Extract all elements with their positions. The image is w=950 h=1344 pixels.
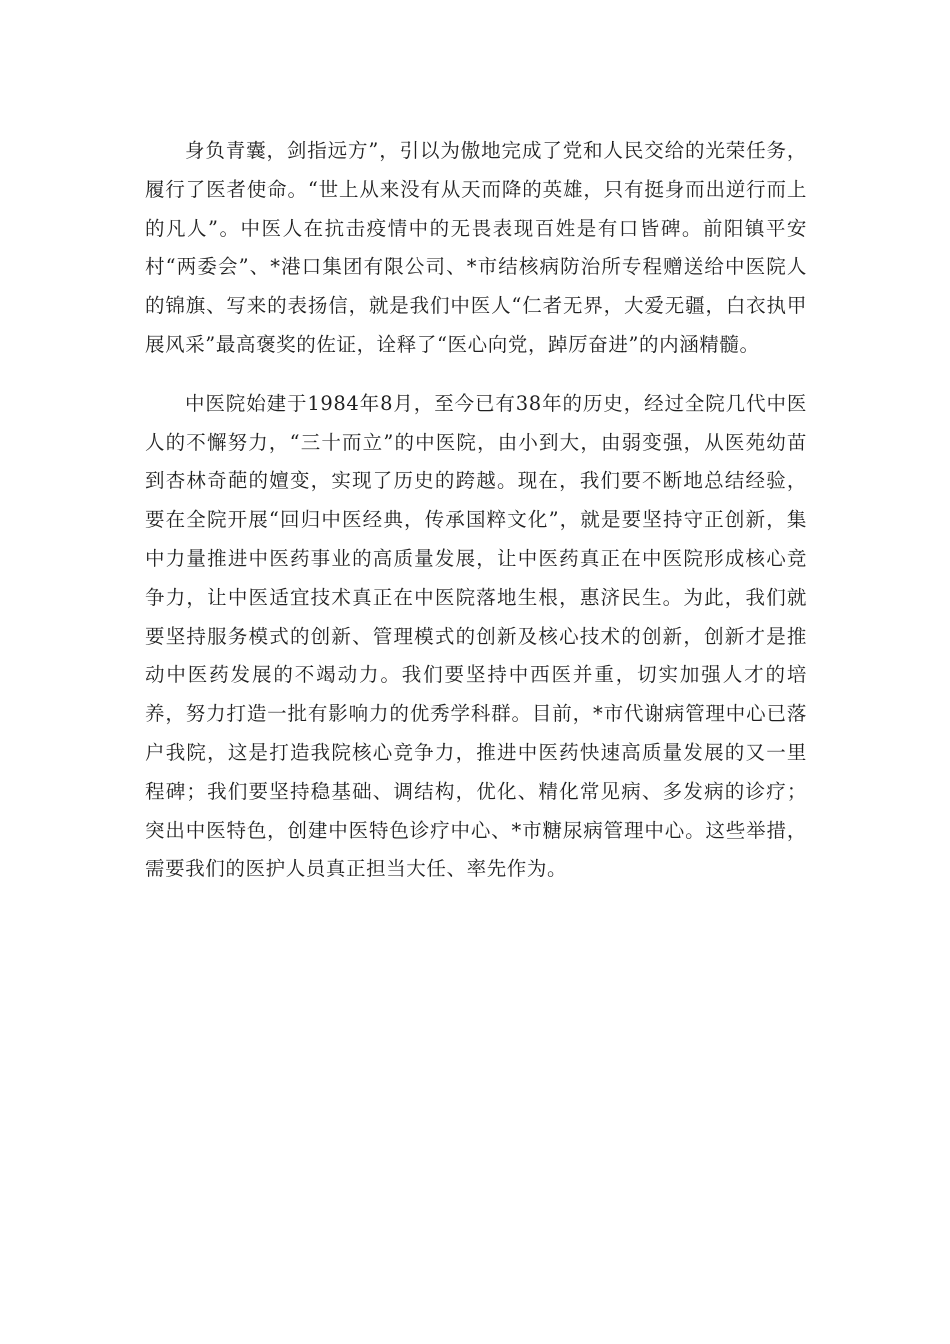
document-body [145, 132, 807, 889]
paragraph-2: 中医院始建于1984年8月，至今已有38年的历史，经过全院几代中医人的不懈努力，“三十而立”的中医院，由小到大，由弱变强，从医苑幼苗到杏林奇葩的嬗变，实现了历史的跨越。现在，我们要不断地总结经验，要在全院开展“回归中医经典，传承国粹文化”，就是要坚持守正创新，集中力量推进中医药事业的高质量发展，让中医药真正在中医院形成核心竞争力，让中医适宜技术真正在中医院落地生根，惠济民生。为此，我们就要坚持服务模式的创新、管理模式的创新及核心技术的创新，创新才是推动中医药发展的不竭动力。我们要坚持中西医并重，切实加强人才的培养，努力打造一批有影响力的优秀学科群。目前，*市代谢病管理中心已落户我院，这是打造我院核心竞争力，推进中医药快速高质量发展的又一里程碑；我们要坚持稳基础、调结构，优化、精化常见病、多发病的诊疗；突出中医特色，创建中医特色诊疗中心、*市糖尿病管理中心。这些举措，需要我们的医护人员真正担当大任、率先作为。 [145, 391, 807, 881]
paragraph-1: 身负青囊，剑指远方”，引以为傲地完成了党和人民交给的光荣任务，履行了医者使命。“世上从来没有从天而降的英雄，只有挺身而出逆行而上的凡人”。中医人在抗击疫情中的无畏表现百姓是有口皆碑。前阳镇平安村“两委会”、*港口集团有限公司、*市结核病防治所专程赠送给中医院人的锦旗、写来的表扬信，就是我们中医人“仁者无界，大爱无疆，白衣执甲展风采”最高褒奖的佐证，诠释了“医心向党，踔厉奋进”的内涵精髓。 [145, 139, 807, 356]
